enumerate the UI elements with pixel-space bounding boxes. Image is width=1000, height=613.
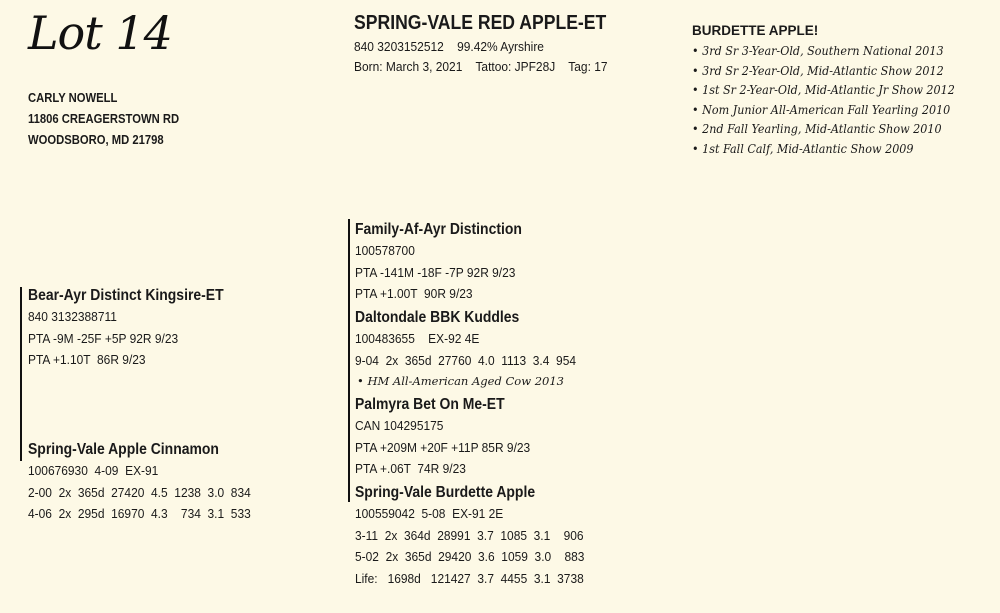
sire-dam-name: Daltondale BBK Kuddles <box>355 309 520 326</box>
consignor-address-line1: 11806 CREAGERSTOWN RD <box>28 112 180 126</box>
award-item: • 1st Fall Calf, Mid-Atlantic Show 2009 <box>692 140 955 160</box>
sire-dam-record: 9-04 2x 365d 27760 4.0 1113 3.4 954 <box>355 352 577 368</box>
sire-sire-pta-1: PTA -141M -18F -7P 92R 9/23 <box>355 264 516 280</box>
dam-record-1: 2-00 2x 365d 27420 4.5 1238 3.0 834 <box>28 484 251 500</box>
dam-sire-pta-1: PTA +209M +20F +11P 85R 9/23 <box>355 439 531 455</box>
dam-dam-name: Spring-Vale Burdette Apple <box>355 484 536 501</box>
award-item: • 3rd Sr 3-Year-Old, Southern National 2013 <box>692 42 955 62</box>
dam-dam-lifetime: Life: 1698d 121427 3.7 4455 3.1 3738 <box>355 570 584 586</box>
award-item: • 1st Sr 2-Year-Old, Mid-Atlantic Jr Show 2012 <box>692 81 955 101</box>
dam-name: Spring-Vale Apple Cinnamon <box>28 441 219 458</box>
sire-sire-reg: 100578700 <box>355 243 415 258</box>
sire-dam-reg: 100483655 EX-92 4E <box>355 331 480 346</box>
consignor-address-line2: WOODSBORO, MD 21798 <box>28 133 164 147</box>
dam-dam-block <box>355 482 604 589</box>
birth-tattoo-tag-line: Born: March 3, 2021 Tattoo: JPF28J Tag: 17 <box>354 59 608 74</box>
sire-sire-pta-2: PTA +1.00T 90R 9/23 <box>355 286 473 301</box>
sire-pta-2: PTA +1.10T 86R 9/23 <box>28 352 146 367</box>
dam-dam-reg: 100559042 5-08 EX-91 2E <box>355 506 504 521</box>
awards-list <box>692 42 975 159</box>
animal-info <box>354 37 608 77</box>
sire-sire-block <box>355 219 540 305</box>
dam-sire-reg: CAN 104295175 <box>355 418 444 433</box>
sire-sire-name: Family-Af-Ayr Distinction <box>355 221 522 238</box>
sire-pta-1: PTA -9M -25F +5P 92R 9/23 <box>28 330 179 346</box>
dam-record-2: 4-06 2x 295d 16970 4.3 734 3.1 533 <box>28 506 251 521</box>
consignor-name: CARLY NOWELL <box>28 91 118 105</box>
award-item: • 3rd Sr 2-Year-Old, Mid-Atlantic Show 2012 <box>692 62 955 82</box>
sire-reg: 840 3132388711 <box>28 309 117 324</box>
dam-dam-record-2: 5-02 2x 365d 29420 3.6 1059 3.0 883 <box>355 549 585 564</box>
lot-number: Lot 14 <box>28 6 172 60</box>
pedigree-line-right <box>348 219 350 502</box>
pedigree-line-left <box>20 287 22 461</box>
dam-reg: 100676930 4-09 EX-91 <box>28 463 159 478</box>
awards-title: BURDETTE APPLE! <box>692 23 819 38</box>
sire-dam-block <box>355 307 595 392</box>
awards-block <box>692 22 975 159</box>
registration-line: 840 3203152512 99.42% Ayrshire <box>354 39 544 54</box>
sire-block <box>28 285 245 371</box>
sire-dam-award-note: • HM All-American Aged Cow 2013 <box>357 374 564 388</box>
sire-name: Bear-Ayr Distinct Kingsire-ET <box>28 287 224 304</box>
consignor-block <box>28 88 196 151</box>
award-item: • 2nd Fall Yearling, Mid-Atlantic Show 2010 <box>692 120 955 140</box>
award-item: • Nom Junior All-American Fall Yearling 2010 <box>692 101 955 121</box>
animal-name: SPRING-VALE RED APPLE-ET <box>354 12 607 34</box>
dam-block <box>28 439 270 525</box>
dam-sire-pta-2: PTA +.06T 74R 9/23 <box>355 461 466 476</box>
dam-sire-name: Palmyra Bet On Me-ET <box>355 396 505 413</box>
dam-sire-block <box>355 394 545 480</box>
dam-dam-record-1: 3-11 2x 364d 28991 3.7 1085 3.1 906 <box>355 527 584 543</box>
